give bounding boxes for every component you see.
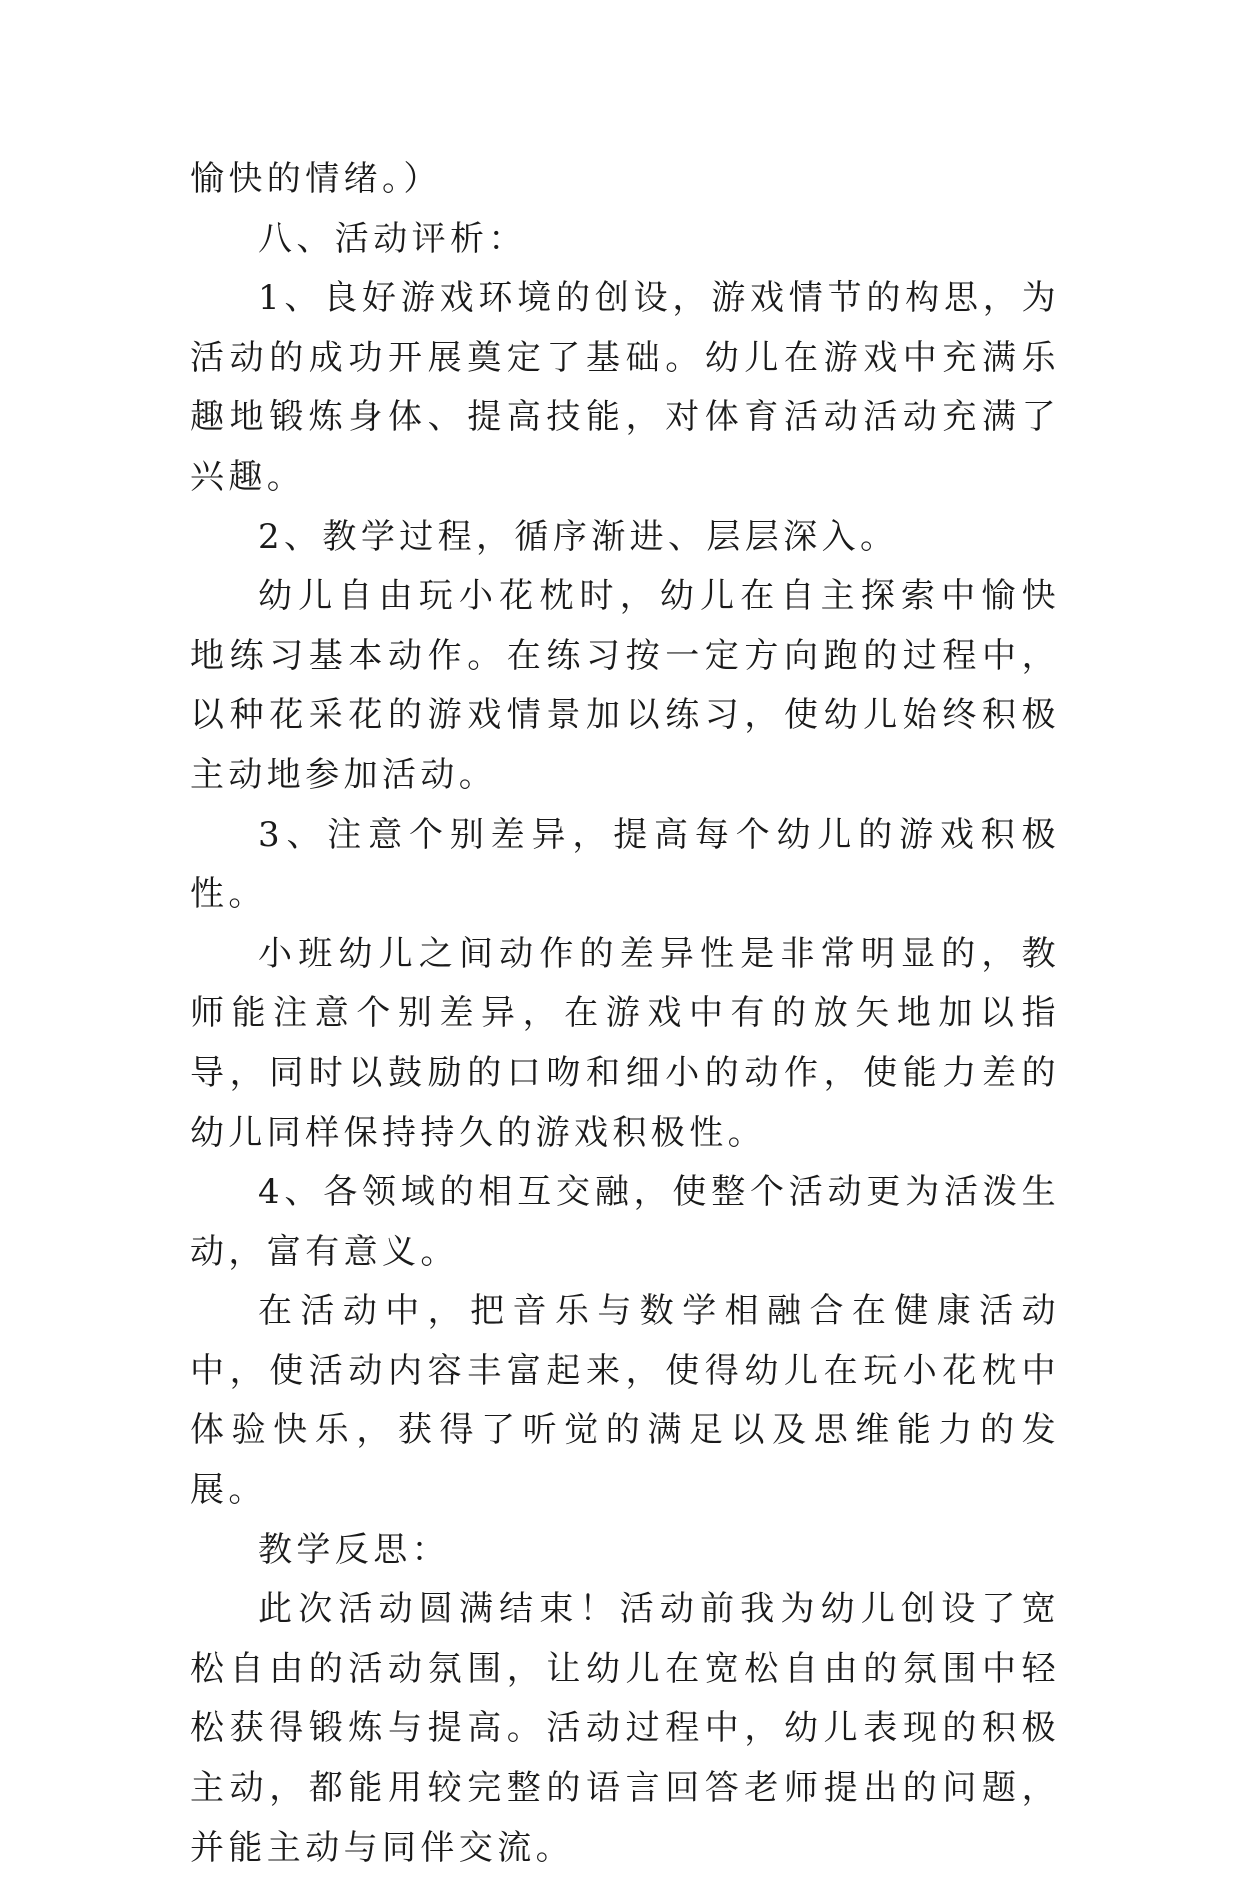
paragraph-point-4: 4、各领域的相互交融，使整个活动更为活泼生动，富有意义。 [190, 1172, 1060, 1272]
document-page [190, 150, 1060, 1878]
paragraph-point-2-detail: 幼儿自由玩小花枕时，幼儿在自主探索中愉快地练习基本动作。在练习按一定方向跑的过程中，以种花采花的游戏情景加以练习，使幼儿始终积极主动地参加活动。 [190, 576, 1060, 795]
paragraph-point-1: 1、良好游戏环境的创设，游戏情节的构思，为活动的成功开展奠定了基础。幼儿在游戏中充满乐趣地锻炼身体、提高技能，对体育活动活动充满了兴趣。 [190, 278, 1060, 497]
paragraph-point-4-detail: 在活动中，把音乐与数学相融合在健康活动中，使活动内容丰富起来，使得幼儿在玩小花枕中体验快乐，获得了听觉的满足以及思维能力的发展。 [190, 1291, 1060, 1511]
paragraph-point-2: 2、教学过程，循序渐进、层层深入。 [258, 516, 899, 557]
paragraph-reflection: 此次活动圆满结束！活动前我为幼儿创设了宽松自由的活动氛围，让幼儿在宽松自由的氛围中轻松获得锻炼与提高。活动过程中，幼儿表现的积极主动，都能用较完整的语言回答老师提出的问题，并能主动与同伴交流。 [190, 1589, 1060, 1868]
paragraph-continuation: 愉快的情绪。） [190, 159, 442, 199]
paragraph-point-3-detail: 小班幼儿之间动作的差异性是非常明显的，教师能注意个别差异，在游戏中有的放矢地加以指导，同时以鼓励的口吻和细小的动作，使能力差的幼儿同样保持持久的游戏积极性。 [190, 933, 1060, 1153]
section-heading-evaluation: 八、活动评析： [258, 218, 527, 259]
section-heading-reflection: 教学反思： [258, 1529, 450, 1570]
paragraph-point-3: 3、注意个别差异，提高每个幼儿的游戏积极性。 [190, 814, 1060, 915]
